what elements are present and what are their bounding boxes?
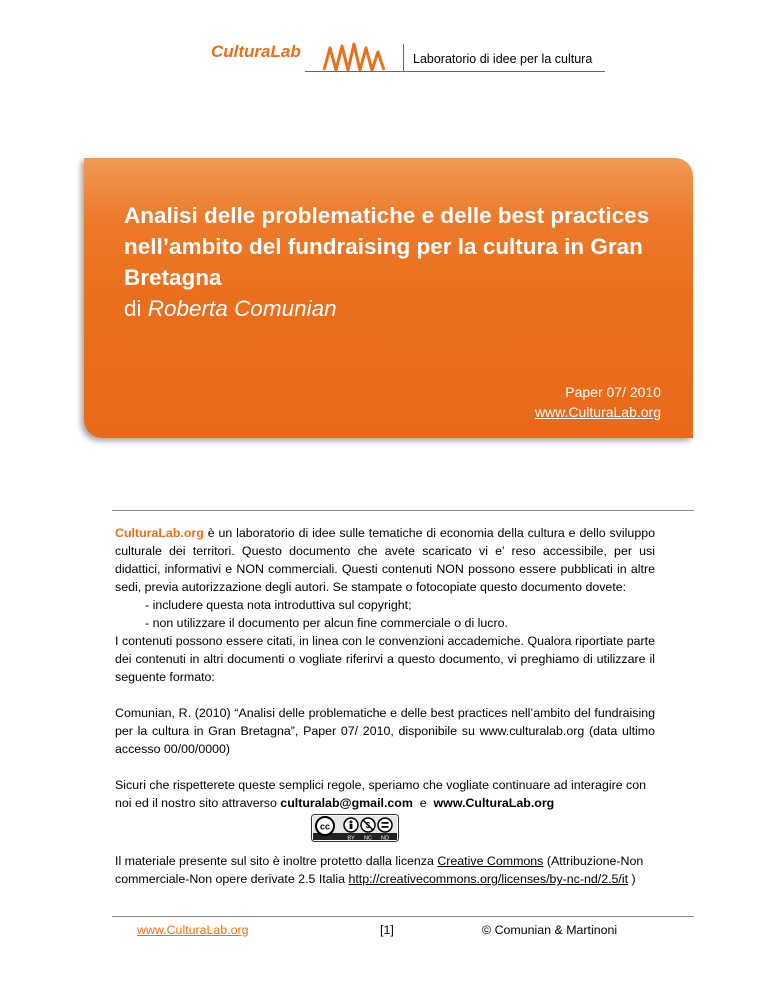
banner-site-link[interactable]: www.CulturaLab.org	[534, 404, 661, 420]
license-paragraph	[115, 852, 655, 888]
author-name: Roberta Comunian	[147, 296, 337, 321]
cc-badge-label: ND	[381, 835, 389, 842]
list-item: - includere questa nota introduttiva sul copyright;	[145, 598, 412, 612]
header-separator	[403, 44, 404, 71]
list-item: - non utilizzare il documento per alcun fine commerciale o di lucro.	[145, 616, 508, 630]
paper-title: Analisi delle problematiche e delle best practices nell’ambito del fundraising per la cultura in Gran Bretagna	[124, 203, 650, 290]
rules-list	[115, 596, 655, 632]
brand-name: CulturaLab	[211, 42, 301, 61]
tagline: Laboratorio di idee per la cultura	[413, 52, 593, 66]
footer-divider	[112, 916, 694, 917]
closing-text: Sicuri che rispetterete queste semplici regole, speriamo che vogliate continuare ad interagire con noi ed il nostro sito attraverso	[115, 778, 647, 810]
citation-text: Comunian, R. (2010) “Analisi delle problematiche e delle best practices nell’ambito del fundraising per la cultura in Gran Bretagna”, Paper 07/ 2010, disponibile su www.culturalab.org (data ultimo accesso 00/00/0000)	[115, 706, 655, 756]
creative-commons-badge-icon[interactable]	[311, 814, 399, 842]
svg-text:cc: cc	[319, 821, 331, 832]
site-link[interactable]: www.CulturaLab.org	[433, 796, 555, 810]
paper-number: Paper 07/ 2010	[565, 384, 661, 400]
paper-reference	[535, 382, 661, 422]
citation-intro: I contenuti possono essere citati, in linea con le convenzioni accademiche. Qualora riportiate parte dei contenuti in altri documenti o vogliate riferirvi a questo documento, vi preghiamo di utilizzare il seguente formato:	[115, 634, 655, 684]
footer-copyright: © Comunian & Martinoni	[482, 923, 618, 937]
license-text-2: (Attribuzione-Non commerciale-Non opere derivate 2.5 Italia	[115, 854, 644, 886]
page-header	[0, 42, 768, 82]
intro-paragraph	[115, 524, 655, 596]
cc-badge-row	[115, 814, 655, 844]
license-url-link[interactable]: http://creativecommons.org/licenses/by-nc-nd/2.5/it	[348, 872, 629, 886]
cc-badge-label: NC	[364, 835, 372, 842]
footer-site-link[interactable]: www.CulturaLab.org	[137, 923, 249, 937]
author-line	[124, 296, 337, 322]
top-divider	[112, 510, 694, 511]
org-name: CulturaLab.org	[115, 526, 204, 540]
svg-text:$: $	[365, 821, 371, 830]
title-banner	[84, 158, 693, 438]
cc-badge-label: BY	[347, 835, 355, 842]
author-prefix: di	[124, 296, 148, 321]
closing-and: e	[412, 796, 434, 810]
email-link[interactable]: culturalab@gmail.com	[280, 796, 413, 810]
page-number: [1]	[380, 923, 394, 937]
license-text: Il materiale presente sul sito è inoltre protetto dalla licenza	[115, 854, 438, 868]
license-close: )	[628, 872, 636, 886]
closing-paragraph	[115, 776, 655, 812]
copyright-notice	[115, 524, 655, 888]
creative-commons-link[interactable]: Creative Commons	[437, 854, 544, 868]
intro-text: è un laboratorio di idee sulle tematiche di economia della cultura e dello sviluppo culturale dei territori. Questo documento che avete scaricato vi e’ reso accessibile, per usi didattici, informativi e NON commerciali. Questi contenuti NON possono essere pubblicati in altre sedi, previa autorizzazione degli autori. Se stampate o fotocopiate questo documento dovete:	[115, 526, 655, 594]
header-rule	[305, 71, 605, 72]
